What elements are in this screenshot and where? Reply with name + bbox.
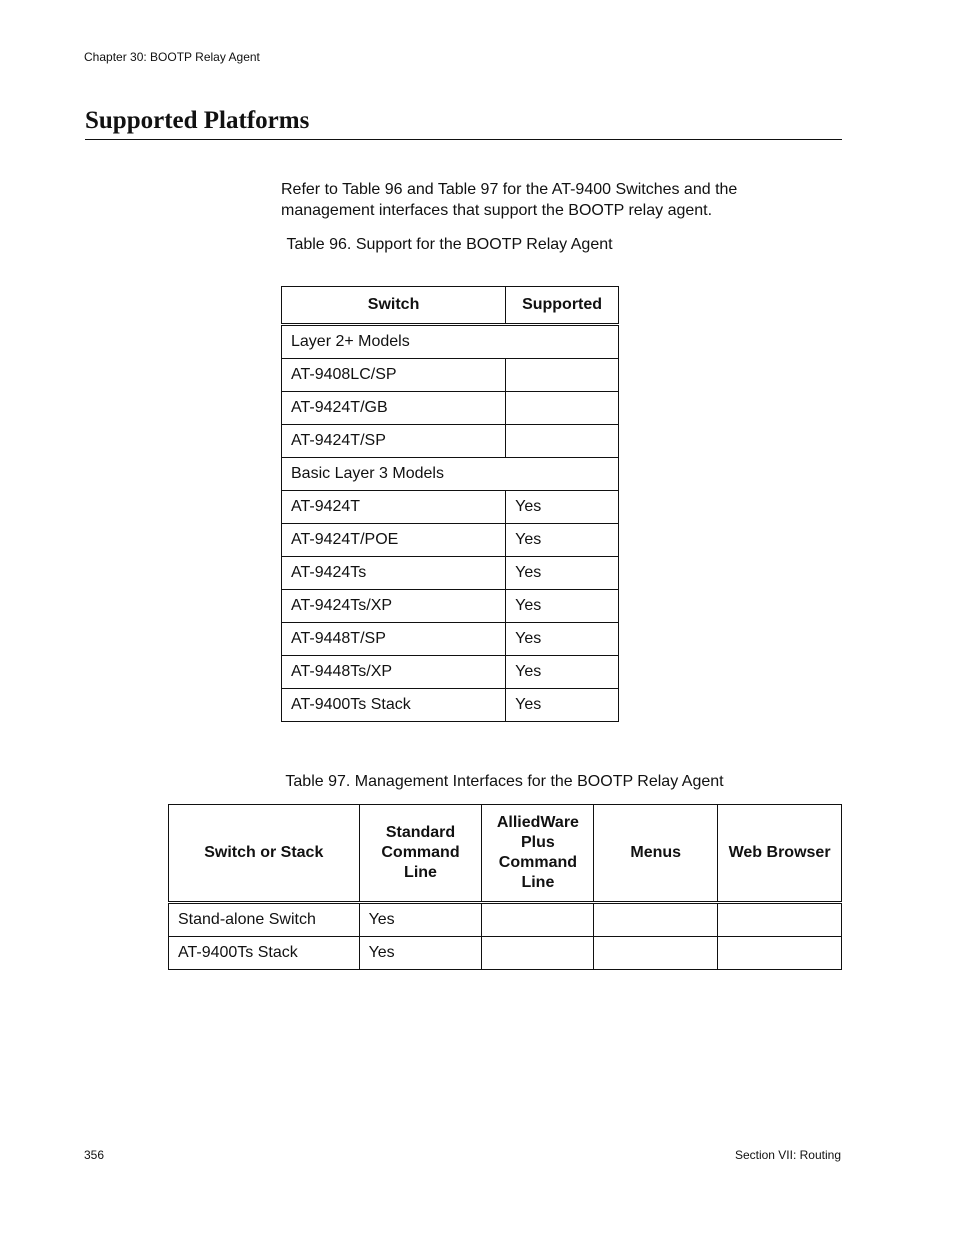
page-number: 356 <box>84 1148 105 1162</box>
section-title: Supported Platforms <box>85 106 842 140</box>
table96-caption: Table 96. Support for the BOOTP Relay Agent <box>286 236 613 253</box>
table97-cell: Stand-alone Switch <box>169 903 360 937</box>
table96-supported-cell: Yes <box>506 590 619 623</box>
table-row <box>282 524 619 557</box>
table97-cell <box>718 937 842 970</box>
table96-group-label: Layer 2+ Models <box>282 325 619 359</box>
table96-switch-cell: AT-9424T/POE <box>282 524 506 557</box>
table-row <box>282 392 619 425</box>
table-row <box>282 623 619 656</box>
table97-cell <box>594 937 718 970</box>
table96-switch-cell: AT-9448Ts/XP <box>282 656 506 689</box>
intro-paragraph: Refer to Table 96 and Table 97 for the AT-9400 Switches and the management interfaces that support the BOOTP relay agent. <box>281 181 738 219</box>
table96-switch-cell: AT-9424T/SP <box>282 425 506 458</box>
table96-supported-cell <box>506 425 619 458</box>
table97-header-row <box>169 805 842 903</box>
table97-header-switch-or-stack: Switch or Stack <box>169 805 360 903</box>
table97-cell: AT-9400Ts Stack <box>169 937 360 970</box>
table96-header-supported: Supported <box>506 287 619 325</box>
table-row <box>282 425 619 458</box>
table-row <box>282 359 619 392</box>
table96-switch-cell: AT-9424T/GB <box>282 392 506 425</box>
table96-supported-cell: Yes <box>506 623 619 656</box>
table97-header-web-browser: Web Browser <box>718 805 842 903</box>
table96-switch-cell: AT-9400Ts Stack <box>282 689 506 722</box>
table97-cell <box>718 903 842 937</box>
table97-cell: Yes <box>359 903 482 937</box>
table97-header-menus: Menus <box>594 805 718 903</box>
table96-supported-cell: Yes <box>506 491 619 524</box>
table96-group-row <box>282 325 619 359</box>
table96-group-row <box>282 458 619 491</box>
table97-caption: Table 97. Management Interfaces for the BOOTP Relay Agent <box>285 773 724 790</box>
table96-group-label: Basic Layer 3 Models <box>282 458 619 491</box>
table-row <box>282 656 619 689</box>
table-row <box>282 590 619 623</box>
table96-header-row <box>282 287 619 325</box>
table-row <box>282 557 619 590</box>
table97-header-alliedware-cli: AlliedWare Plus Command Line <box>482 805 594 903</box>
table96-switch-cell: AT-9424T <box>282 491 506 524</box>
table96 <box>281 286 619 722</box>
table96-supported-cell: Yes <box>506 689 619 722</box>
table96-switch-cell: AT-9408LC/SP <box>282 359 506 392</box>
table96-switch-cell: AT-9424Ts <box>282 557 506 590</box>
table97-cell: Yes <box>359 937 482 970</box>
table96-supported-cell: Yes <box>506 656 619 689</box>
table97-cell <box>594 903 718 937</box>
table-row <box>282 491 619 524</box>
table97-header-standard-cli: Standard Command Line <box>359 805 482 903</box>
table97 <box>168 804 842 970</box>
table96-switch-cell: AT-9424Ts/XP <box>282 590 506 623</box>
running-header: Chapter 30: BOOTP Relay Agent <box>84 50 260 64</box>
table-row <box>169 937 842 970</box>
table96-supported-cell <box>506 359 619 392</box>
table-row <box>282 689 619 722</box>
running-footer-section: Section VII: Routing <box>734 1148 841 1162</box>
table96-switch-cell: AT-9448T/SP <box>282 623 506 656</box>
table96-supported-cell: Yes <box>506 557 619 590</box>
table97-cell <box>482 937 594 970</box>
table97-cell <box>482 903 594 937</box>
table-row <box>169 903 842 937</box>
table96-header-switch: Switch <box>282 287 506 325</box>
table96-supported-cell: Yes <box>506 524 619 557</box>
table96-supported-cell <box>506 392 619 425</box>
